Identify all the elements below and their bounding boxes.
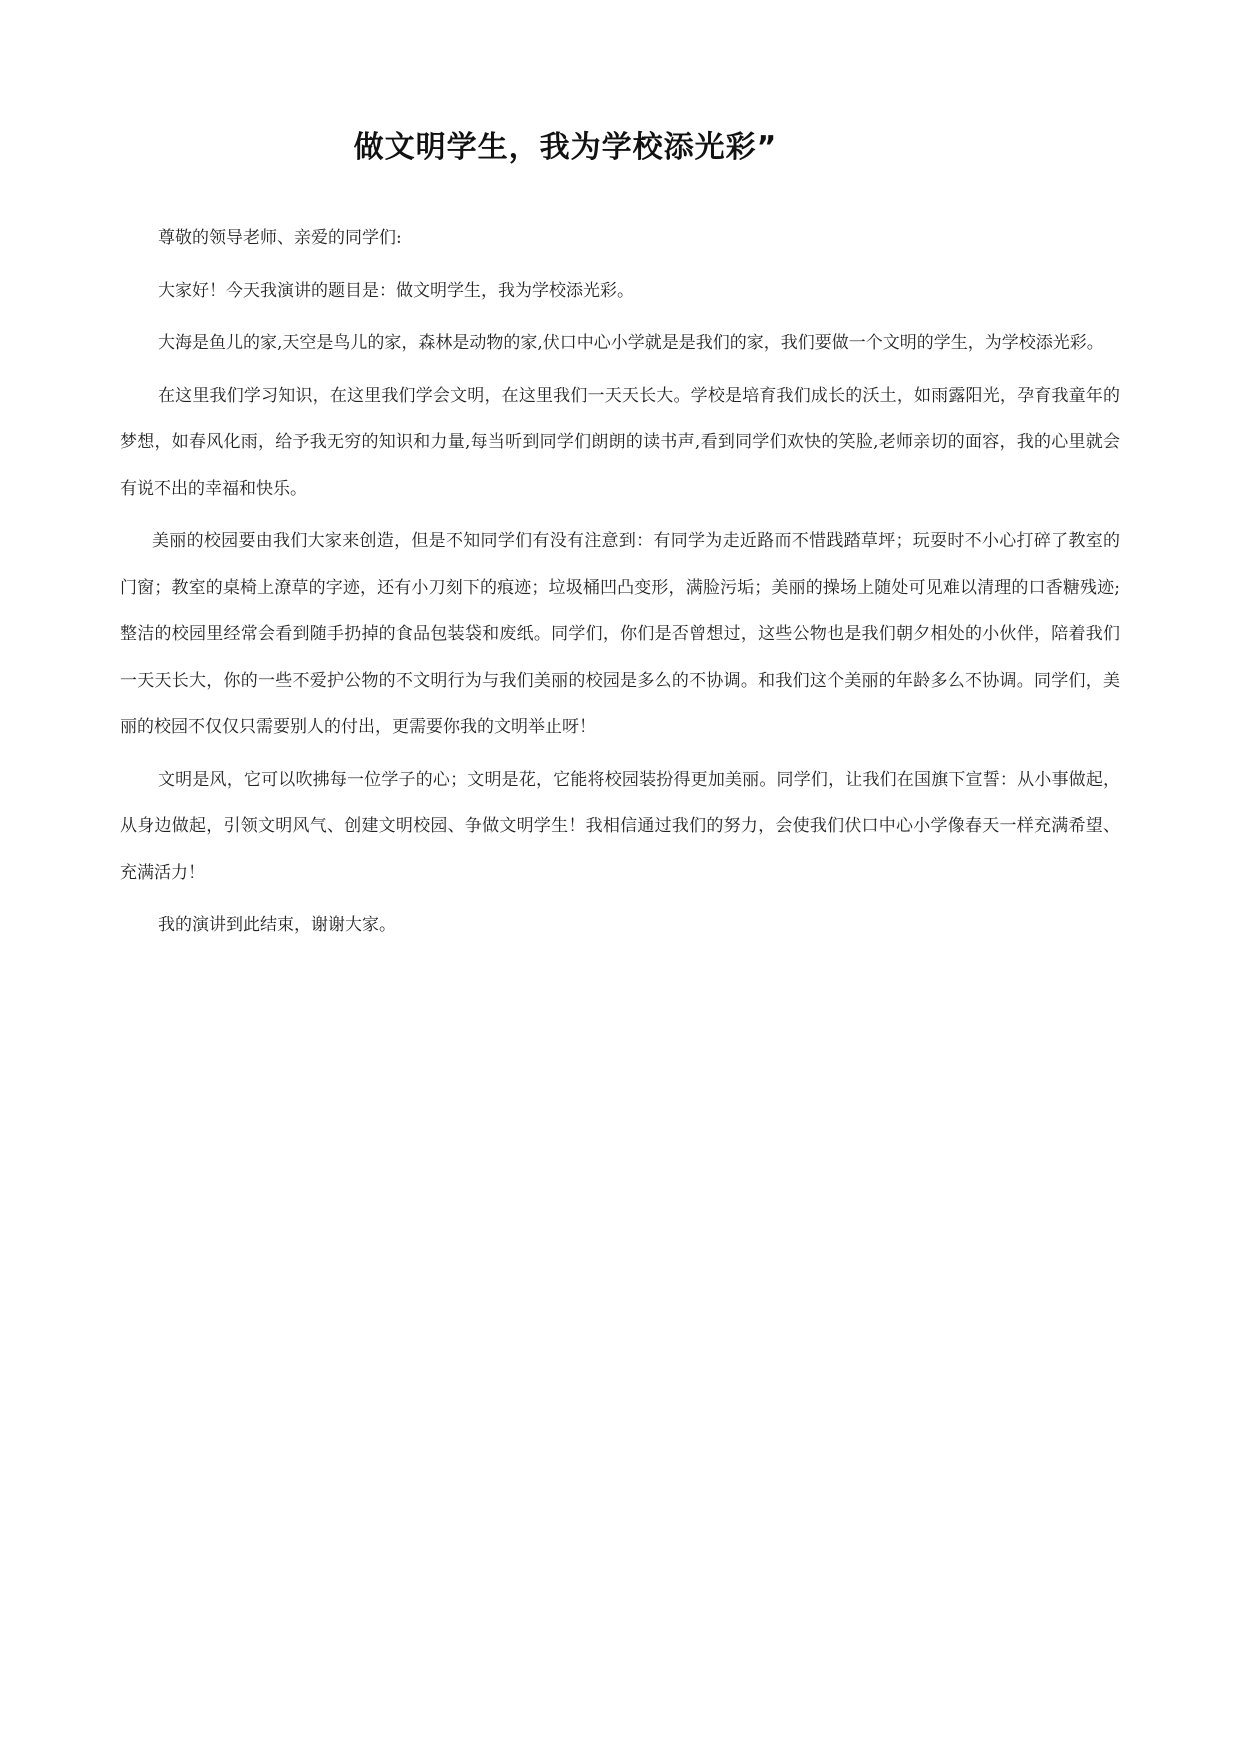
document-body: [120, 215, 1120, 955]
body-paragraph: 文明是风，它可以吹拂每一位学子的心；文明是花，它能将校园装扮得更加美丽。同学们，让我们在国旗下宣誓：从小事做起，从身边做起，引领文明风气、创建文明校园、争做文明学生！我相信通过我们的努力，会使我们伏口中心小学像春天一样充满希望、充满活力！: [120, 769, 1120, 883]
document-title: [0, 128, 1241, 168]
document-title-text: 做文明学生，我为学校添光彩”: [353, 130, 778, 165]
closing-paragraph: 我的演讲到此结束，谢谢大家。: [158, 915, 396, 935]
greeting-paragraph: 大家好！今天我演讲的题目是：做文明学生，我为学校添光彩。: [158, 280, 634, 301]
body-paragraph: 美丽的校园要由我们大家来创造，但是不知同学们有没有注意到：有同学为走近路而不惜践踏草坪；玩耍时不小心打碎了教室的门窗；教室的桌椅上潦草的字迹，还有小刀刻下的痕迹；垃圾桶凹凸变形，满脸污垢；美丽的操场上随处可见难以清理的口香糖残迹;整洁的校园里经常会看到随手扔掉的食品包装袋和废纸。同学们，你们是否曾想过，这些公物也是我们朝夕相处的小伙伴，陪着我们一天天长大，你的一些不爱护公物的不文明行为与我们美丽的校园是多么的不协调。和我们这个美丽的年龄多么不协调。同学们，美丽的校园不仅仅只需要别人的付出，更需要你我的文明举止呀！: [120, 531, 1120, 737]
body-paragraph: 在这里我们学习知识，在这里我们学会文明，在这里我们一天天长大。学校是培育我们成长的沃土，如雨露阳光，孕育我童年的梦想，如春风化雨，给予我无穷的知识和力量,每当听到同学们朗朗的读书声,看到同学们欢快的笑脸,老师亲切的面容，我的心里就会有说不出的幸福和快乐。: [120, 385, 1120, 499]
body-paragraph: 大海是鱼儿的家,天空是鸟儿的家，森林是动物的家,伏口中心小学就是是我们的家，我们要做一个文明的学生，为学校添光彩。: [158, 333, 1104, 353]
salutation-paragraph: 尊敬的领导老师、亲爱的同学们:: [158, 228, 402, 248]
